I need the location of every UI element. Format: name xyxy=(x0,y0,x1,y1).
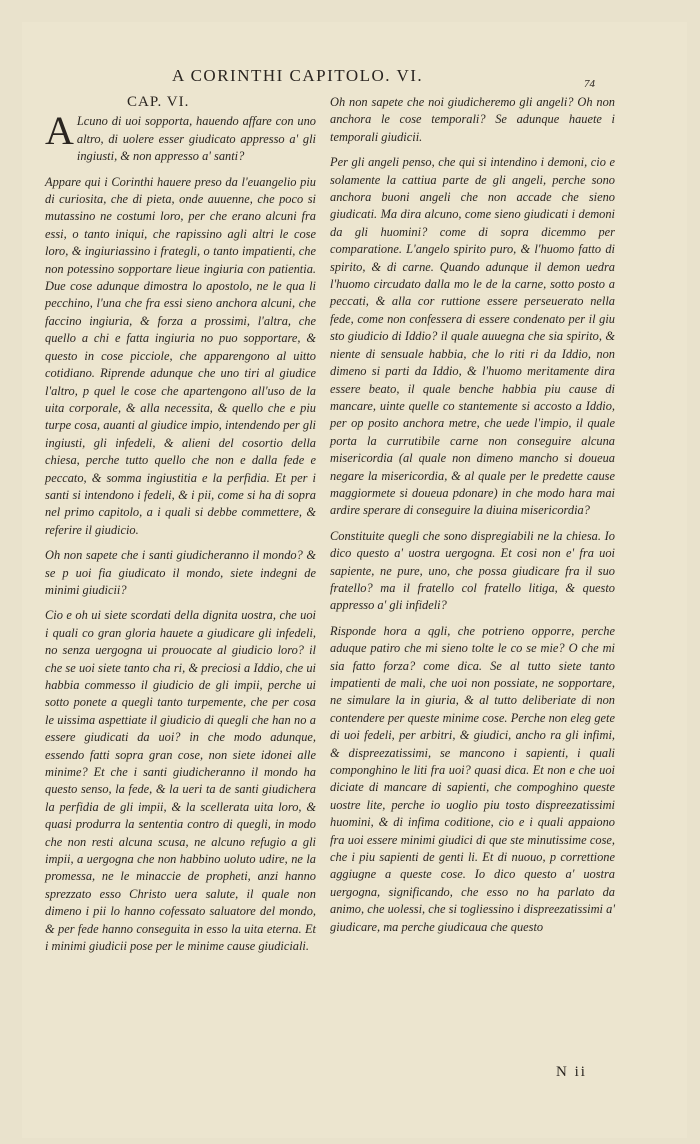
signature-mark: N ii xyxy=(556,1064,587,1080)
folio-number: 74 xyxy=(584,78,595,90)
running-head: A CORINTHI CAPITOLO. VI. xyxy=(172,66,424,85)
drop-cap: A xyxy=(45,108,74,154)
right-column xyxy=(330,94,615,944)
left-paragraph: Oh non sapete che i santi giudicheranno il mondo? & se p uoi fia giudicato il mondo, siete indegni de minimi giudicii? xyxy=(45,548,316,597)
left-column xyxy=(45,94,316,964)
left-paragraph: Cio e oh ui siete scordati della dignita uostra, che uoi i quali co gran gloria hauete a giudicare gli infedeli, no senza uergogna ui prouocate al giudicio loro? il che se uoi siete tanto cha ri, & preciosi a Iddio, che ui habbia commesso il giudicio de gli impii, perche ui sotto ponete a quegli tanto turpemente, che per cosa le uissima aspettiate il giudicio di quegli che han no a essere giudicati da uoi? in che modo adunque, essendo fatti sopra gran cose, non siete idonei alle minime? Et che i santi giudicheranno il mondo ha questo senso, la fede, & la ueri ta de santi giudichera la perfidia de gli impii, & la scellerata uita loro, & quasi produrra la sententia contro di quegli, in modo che non resti alcuna scusa, ne alcuno refugio a gli impii, a uergogna che non habbino uoluto udire, ne la promessa, ne le minaccie de propheti, anzi hanno sprezzato esso Christo uera salute, il quale non dimeno i pii lo hanno cofessato saluatore del mondo, & per fede hanno conseguita in esso la uita eterna. Et i minimi giudicii pose per le minime cause giudiciali. xyxy=(45,608,316,954)
chapter-heading: CAP. VI. xyxy=(127,94,190,110)
opening-paragraph xyxy=(45,108,316,165)
right-paragraph: Per gli angeli penso, che qui si intendino i demoni, cio e solamente la cattiua parte de gli angeli, perche sono anchora buoni angeli che non accade che sieno giudicati. Ma dira alcuno, come sieno giudicati i demoni da gli huomini? come di sopra dicemmo per comparatione. L'angelo spirito puro, & l'huomo fatto di spirito, & di carne. Quando adunque il demon uedra l'huomo circudato dalla mo le de la carne, sotto posto a peccati, & alla cor ruttione essere perseuerato nella fede, come non confessera di essere condenato per il giu sto giudicio di Iddio? il quale auuegna che sia spirito, & niente di sensuale habbia, che lo riti ri da Iddio, non dimeno si parti da Iddio, & l'huomo meritamente dira essere beato, il quale benche habbia piu cause di mancare, uinte quelle co stantemente si accosto a Iddio, per op posito anchora metre, che uede l'impio, il quale porta la currutibile carne non conseguire alcuna misericordia (al quale non dimeno mancho si doueua negare la misericordia, & al quale per le predette cause maggiormete si doueua pdonare) in che modo hara mai ardire sperare di conseguire la diuina misericordia? xyxy=(330,155,615,518)
left-paragraph: Appare qui i Corinthi hauere preso da l'euangelio piu di curiosita, che di pieta, onde auuenne, che poco si mutassino ne costumi loro, per che erano alcuni fra essi, o tanto iniqui, che rapissino agli altri le cose loro, & ingiuriassino i frategli, o tanto impatienti, che non potessino sopportare lieue ingiuria con patientia. Due cose adunque dimostra lo apostolo, ne le qua li pecchino, l'una che fra essi sieno anchora alcuni, che faccino ingiuria, & forza a prossimi, l'altra, che quello a chi e fatta ingiuria no puo sopportare, & questo in cose picciole, che apparengono al uitto cotidiano. Riprende adunque che uno tiri al giudice l'altro, p quel le cose che apartengono all'uso de la uita corporale, & alla necessita, & quello che e piu turpe cosa, auanti al giudice impio, intendendo per gli ingiusti, gli infedeli, & alieni del cosortio della chiesa, perche tutto quello che non e dalla fede e peccato, & somma ingiustitia e la perfidia. Et per i santi si intendono i fedeli, & i pii, come si ha di sopra nel primo capitolo, a i quali si debbe commettere, & referire il giudicio. xyxy=(45,174,316,537)
right-paragraph: Constituite quegli che sono dispregiabili ne la chiesa. Io dico questo a' uostra uergogna. Et cosi non e' fra uoi sapiente, ne pure, uno, che possa giudicare fra il suo fratello? ma il fratello col fratello litiga, & questo appresso a' gli infideli? xyxy=(330,528,615,613)
right-paragraph: Oh non sapete che noi giudicheremo gli angeli? Oh non anchora le cose temporali? Se adunque hauete i temporali giudicii. xyxy=(330,95,615,144)
right-paragraph: Risponde hora a qgli, che potrieno opporre, perche aduque patiro che mi sieno tolte le co se mie? O che mi sia fatto forza? come dica. Se al tutto siete tanto impatienti de mali, che uoi non possiate, ne sopportare, ne simulare la in giuria, & al tutto deliberiate di non contendere per queste minime cose. Perche non eleg gete di uoi fedeli, per arbitri, & giudici, ancho ra gli infimi, & dispreezatissimi, se mancono i sapienti, i quali componghino le liti fra uoi? quasi dica. Et non e che uoi diciate di mancare di sapienti, che compoghino queste uostre lite, perche io uoglio piu tosto dispreezatissimi huomini, & di infima coditione, cio e i quali appaiono fra uoi essere minimi giudici di que ste minutissime cose, che i piu sapienti de genti li. Et di nuouo, p correttione aggiugne a queste cose. Io dico questo a' uostra uergogna, significando, che esso no ha parlato da animo, che uolessi, che si togliessino i dispreezatissimi a' giudicare, ma perche giudicaua che questo xyxy=(330,623,615,934)
opening-text: Lcuno di uoi sopporta, hauendo affare con uno altro, di uolere esser giudicato appresso a' gli ingiusti, & non appresso a' santi? xyxy=(76,114,316,164)
book-page xyxy=(22,22,687,1138)
